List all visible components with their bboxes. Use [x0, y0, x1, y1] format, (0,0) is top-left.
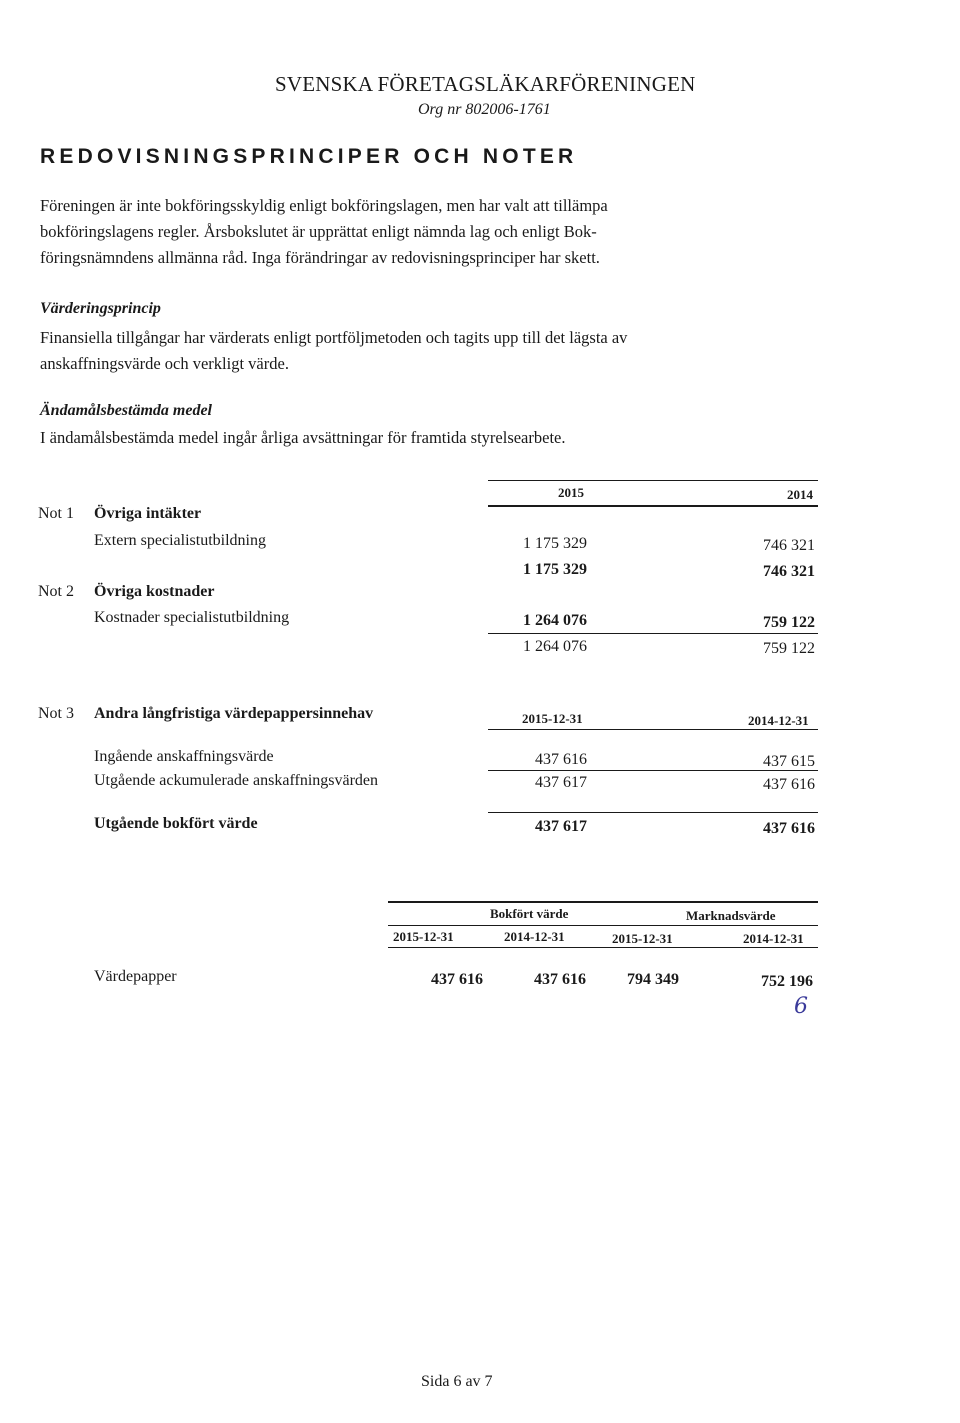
note-2-value-2014: 759 122	[763, 614, 815, 631]
securities-group-market-value: Marknadsvärde	[686, 908, 776, 923]
note-2-total-2015: 1 264 076	[523, 638, 587, 655]
intro-paragraph	[40, 193, 608, 271]
intro-line: föringsnämndens allmänna råd. Inga förändringar av redovisningsprinciper har skett.	[40, 248, 600, 267]
year-header-bottom-rule	[488, 505, 818, 507]
note-3-date-2015: 2015-12-31	[522, 711, 583, 726]
note-2-label: Not 2	[38, 583, 74, 600]
note-3-row-value-2014: 437 615	[763, 753, 815, 770]
year-header-top-rule	[488, 480, 818, 481]
securities-mid-rule	[388, 925, 818, 926]
note-3-title: Andra långfristiga värdepappersinnehav	[94, 705, 374, 722]
note-3-row-value-2015: 437 617	[535, 774, 587, 791]
note-2-total-2014: 759 122	[763, 640, 815, 657]
intro-line: bokföringslagens regler. Årsbokslutet är upprättat enligt nämnda lag och enligt Bok-	[40, 222, 597, 241]
securities-date-col-1: 2015-12-31	[393, 929, 454, 944]
note-2-row-label: Kostnader specialistutbildning	[94, 609, 290, 626]
note-1-title: Övriga intäkter	[94, 505, 202, 522]
securities-row-label: Värdepapper	[94, 968, 177, 985]
securities-date-col-2: 2014-12-31	[504, 929, 565, 944]
securities-value-col-1: 437 616	[431, 971, 483, 988]
valuation-line: Finansiella tillgångar har värderats enligt portföljmetoden och tagits upp till det lägsta av	[40, 328, 628, 347]
note-3-header-rule	[488, 729, 818, 730]
note-1-value-2014: 746 321	[763, 537, 815, 554]
note-3-total-label: Utgående bokfört värde	[94, 815, 258, 832]
securities-value-col-2: 437 616	[534, 971, 586, 988]
earmarked-heading: Ändamålsbestämda medel	[40, 402, 212, 419]
year-header-2015: 2015	[558, 485, 584, 500]
earmarked-text: I ändamålsbestämda medel ingår årliga avsättningar för framtida styrelsearbete.	[40, 428, 566, 447]
note-1-row-label: Extern specialistutbildning	[94, 532, 266, 549]
organization-number: Org nr 802006-1761	[418, 101, 551, 118]
note-3-row-value-2015: 437 616	[535, 751, 587, 768]
note-3-row-value-2014: 437 616	[763, 776, 815, 793]
securities-group-book-value: Bokfört värde	[490, 906, 569, 921]
note-1-total-2015: 1 175 329	[523, 561, 587, 578]
note-2-title: Övriga kostnader	[94, 583, 215, 600]
securities-header-rule	[388, 947, 818, 948]
note-3-row-label: Ingående anskaffningsvärde	[94, 748, 274, 765]
note-3-date-2014: 2014-12-31	[748, 713, 809, 728]
securities-value-col-4: 752 196	[761, 973, 813, 990]
securities-value-col-3: 794 349	[627, 971, 679, 988]
valuation-line: anskaffningsvärde och verkligt värde.	[40, 354, 289, 373]
securities-date-col-3: 2015-12-31	[612, 931, 673, 946]
handwritten-page-mark: 6	[794, 994, 808, 1019]
note-1-value-2015: 1 175 329	[523, 535, 587, 552]
securities-top-rule	[388, 901, 818, 903]
note-3-total-2014: 437 616	[763, 820, 815, 837]
year-header-2014: 2014	[787, 487, 813, 502]
note-3-total-2015: 437 617	[535, 818, 587, 835]
note-1-label: Not 1	[38, 505, 74, 522]
intro-line: Föreningen är inte bokföringsskyldig enligt bokföringslagen, men har valt att tillämpa	[40, 196, 608, 215]
valuation-heading: Värderingsprincip	[40, 300, 161, 317]
securities-date-col-4: 2014-12-31	[743, 931, 804, 946]
page-number: Sida 6 av 7	[421, 1373, 493, 1390]
note-1-total-2014: 746 321	[763, 563, 815, 580]
note-3-row-rule	[488, 770, 818, 771]
note-2-sum-rule	[488, 633, 818, 634]
note-2-value-2015: 1 264 076	[523, 612, 587, 629]
organization-name: SVENSKA FÖRETAGSLÄKARFÖRENINGEN	[275, 72, 696, 96]
note-3-label: Not 3	[38, 705, 74, 722]
note-3-total-rule	[488, 812, 818, 813]
note-3-row-label: Utgående ackumulerade anskaffningsvärden	[94, 772, 379, 789]
valuation-paragraph	[40, 325, 627, 377]
section-title: REDOVISNINGSPRINCIPER OCH NOTER	[40, 145, 578, 168]
